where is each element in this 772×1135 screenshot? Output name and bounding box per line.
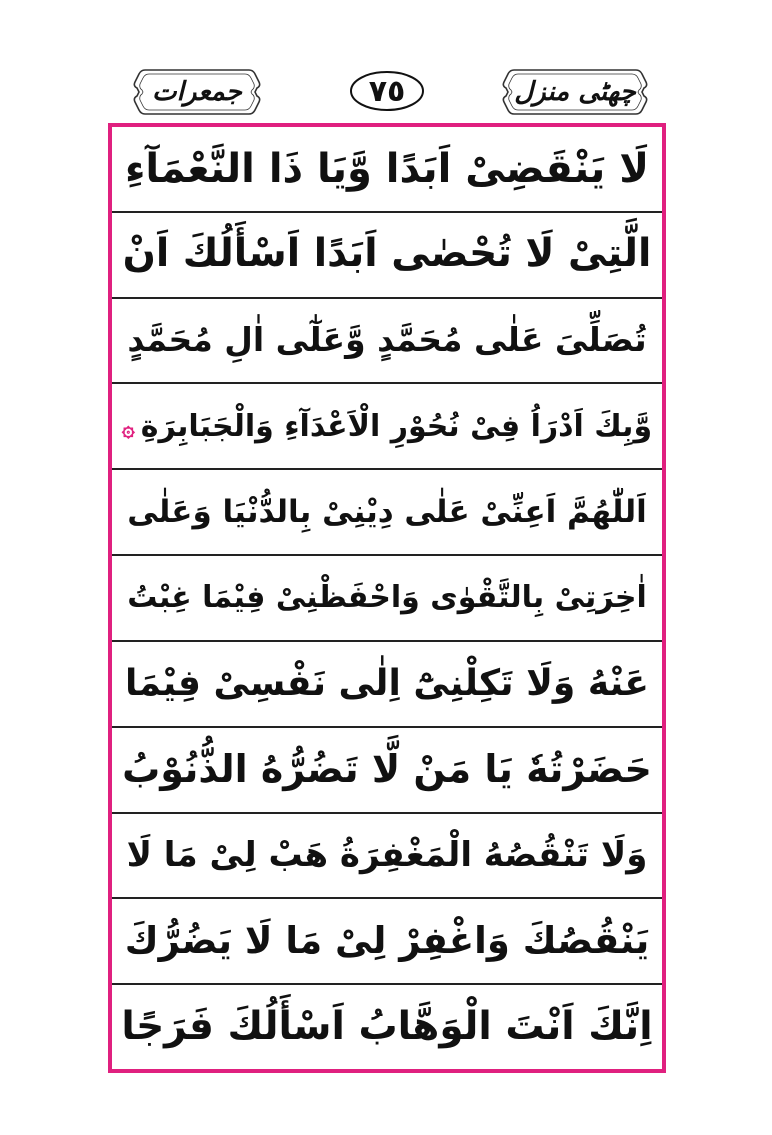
manzil-cartouche bbox=[500, 64, 650, 120]
day-title: جمعرات bbox=[152, 77, 242, 107]
manzil-title: چھٹی منزل bbox=[514, 77, 636, 107]
verse-line-7 bbox=[112, 642, 662, 728]
verse-line-4 bbox=[112, 384, 662, 470]
verse-line-6 bbox=[112, 556, 662, 642]
verse-line-8 bbox=[112, 728, 662, 814]
verse-text: حَضَرْتُهٗ يَا مَنْ لَّا تَضُرُّهُ الذُّنُوْبُ bbox=[122, 746, 652, 791]
verse-line-3 bbox=[112, 299, 662, 385]
verse-line-2 bbox=[112, 213, 662, 299]
verse-text: تُصَلِّىَ عَلٰى مُحَمَّدٍ وَّعَلٰٓى اٰلِ مُحَمَّدٍ bbox=[127, 320, 647, 360]
verse-line-5 bbox=[112, 470, 662, 556]
day-cartouche bbox=[131, 64, 263, 120]
verse-line-1 bbox=[112, 127, 662, 213]
text-frame bbox=[108, 123, 666, 1073]
verse-lines bbox=[112, 127, 662, 1069]
page-header bbox=[0, 0, 772, 122]
verse-text: اَللّٰهُمَّ اَعِنِّىْ عَلٰى دِيْنِىْ بِالدُّنْيَا وَعَلٰى bbox=[127, 494, 647, 531]
verse-text: اِنَّكَ اَنْتَ الْوَهَّابُ اَسْأَلُكَ فَرَجًا bbox=[121, 1003, 653, 1049]
verse-text-with-marker bbox=[120, 410, 654, 443]
verse-line-10 bbox=[112, 899, 662, 985]
verse-line-9 bbox=[112, 814, 662, 900]
verse-text: اٰخِرَتِىْ بِالتَّقْوٰى وَاحْفَظْنِىْ فِيْمَا غِبْتُ bbox=[127, 580, 647, 616]
verse-text: يَنْقُصُكَ وَاغْفِرْ لِىْ مَا لَا يَضُرُّكَ bbox=[124, 918, 650, 962]
verse-text: وَلَا تَنْقُصُهُ الْمَغْفِرَةُ هَبْ لِىْ مَا لَا bbox=[126, 834, 648, 875]
verse-text: عَنْهُ وَلَا تَكِلْنِىْٓ اِلٰى نَفْسِىْ فِيْمَا bbox=[125, 662, 649, 704]
page-number: ٧٥ bbox=[368, 73, 406, 109]
page-number-oval bbox=[349, 70, 425, 112]
verse-text: الَّتِىْ لَا تُحْصٰى اَبَدًا اَسْأَلُكَ اَنْ bbox=[122, 231, 652, 277]
verse-end-icon: ۞ bbox=[121, 416, 135, 442]
verse-line-11 bbox=[112, 985, 662, 1069]
verse-text: لَا يَنْقَضِىْ اَبَدًا وَّيَا ذَا النَّعْمَآءِ bbox=[124, 145, 650, 192]
verse-text: وَّبِكَ اَدْرَاُ فِىْ نُحُوْرِ الْاَعْدَآءِ وَالْجَبَابِرَةِ bbox=[140, 408, 653, 444]
